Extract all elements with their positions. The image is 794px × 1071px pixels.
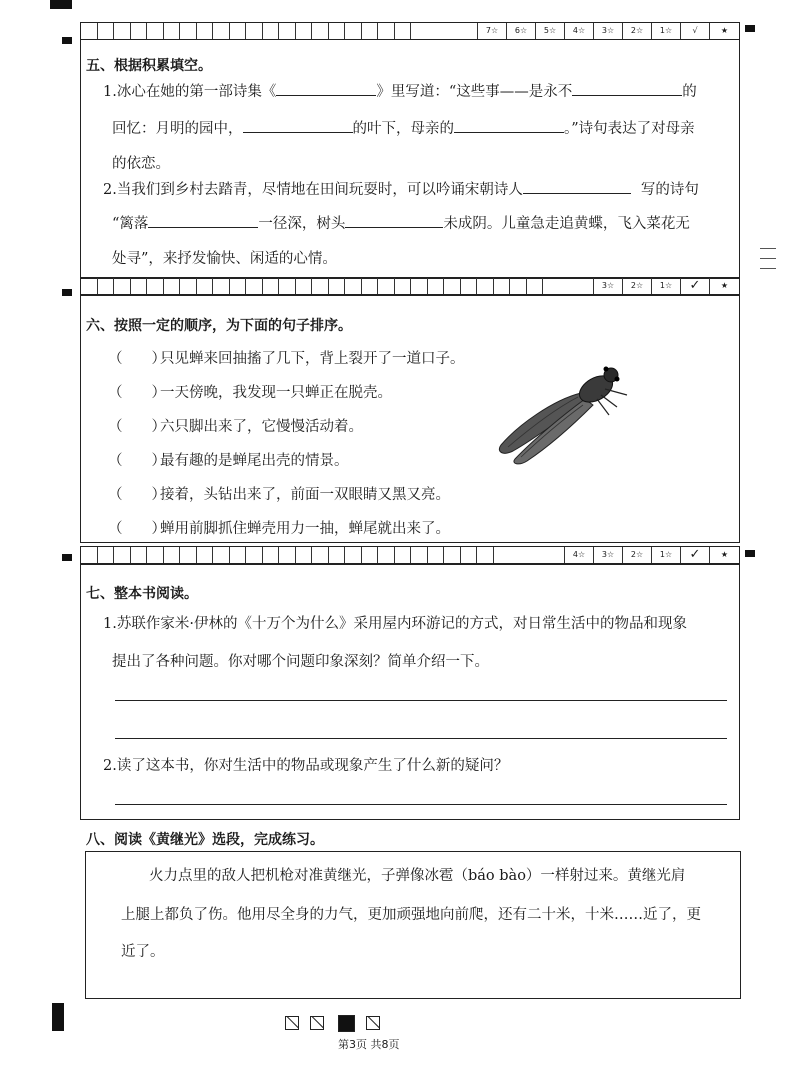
answer-line-q2[interactable] <box>115 804 727 805</box>
order-paren-2[interactable]: （ ） <box>108 385 166 401</box>
corner-mark-top <box>50 0 72 9</box>
score-cell[interactable]: 4☆ <box>565 547 594 563</box>
section-5-q1-line1 <box>103 80 697 101</box>
section-5-q2-line3: 处寻”，来抒发愉快、闲适的心情。 <box>112 251 337 267</box>
answer-blank-leaves[interactable] <box>243 118 353 133</box>
section-5-q1-line3: 的依恋。 <box>112 156 170 172</box>
score-cell[interactable]: 2☆ <box>623 278 652 294</box>
page-indicator-box <box>285 1016 299 1030</box>
score-cell[interactable]: 3☆ <box>594 547 623 563</box>
page-indicator-box <box>366 1016 380 1030</box>
alignment-mark-right-1 <box>745 25 755 32</box>
score-bar-section5 <box>80 22 740 40</box>
page-number: 第3页 共8页 <box>338 1038 400 1051</box>
alignment-mark-left-2 <box>62 289 72 296</box>
answer-blank-fence[interactable] <box>148 213 258 228</box>
score-cell-star[interactable]: ★ <box>720 26 729 35</box>
margin-tick <box>760 258 776 259</box>
sentence-4: 最有趣的是蝉尾出壳的情景。 <box>160 453 349 469</box>
text-fragment: 2.当我们到乡村去踏青，尽情地在田间玩耍时，可以吟诵宋朝诗人 <box>103 182 523 198</box>
score-cell[interactable]: 6☆ <box>507 23 536 39</box>
text-fragment: 一径深，树头 <box>258 216 346 232</box>
passage-line-3: 近了。 <box>121 944 165 960</box>
order-paren-5[interactable]: （ ） <box>108 487 166 503</box>
section-6-title: 六、按照一定的顺序，为下面的句子排序。 <box>86 318 352 334</box>
answer-blank-treetop[interactable] <box>345 213 443 228</box>
sentence-3: 六只脚出来了，它慢慢活动着。 <box>160 419 363 435</box>
text-fragment: “篱落 <box>112 216 149 232</box>
answer-blank-mother[interactable] <box>454 118 564 133</box>
score-cell[interactable]: 3☆ <box>594 278 623 294</box>
order-paren-6[interactable]: （ ） <box>108 521 166 537</box>
section-7-q1-line1: 1.苏联作家米·伊林的《十万个为什么》采用屋内环游记的方式，对日常生活中的物品和现象 <box>103 616 687 632</box>
section-8-title: 八、阅读《黄继光》选段，完成练习。 <box>86 832 324 848</box>
alignment-mark-right-3 <box>745 550 755 557</box>
score-bar-section6 <box>80 277 740 295</box>
score-cell[interactable]: 1☆ <box>652 547 681 563</box>
answer-line-q1-b[interactable] <box>115 738 727 739</box>
margin-tick <box>760 268 776 269</box>
text-fragment: 。”诗句表达了对母亲 <box>564 121 695 137</box>
text-fragment: 》里写道：“这些事——是永不 <box>376 84 573 100</box>
order-paren-1[interactable]: （ ） <box>108 351 166 367</box>
answer-blank-poet[interactable] <box>523 179 631 194</box>
alignment-mark-bottom-left <box>52 1003 64 1031</box>
section-7-q2: 2.读了这本书，你对生活中的物品或现象产生了什么新的疑问？ <box>103 758 509 774</box>
answer-blank-forever[interactable] <box>572 81 682 96</box>
score-cell-star[interactable]: ★ <box>720 550 729 559</box>
section-5-box <box>80 39 740 279</box>
section-7-q1-line2: 提出了各种问题。你对哪个问题印象深刻？简单介绍一下。 <box>112 654 489 670</box>
text-fragment: 1.冰心在她的第一部诗集《 <box>103 84 277 100</box>
score-cell-check[interactable]: ✓ <box>681 547 710 563</box>
order-paren-4[interactable]: （ ） <box>108 453 166 469</box>
text-fragment: 的叶下，母亲的 <box>352 121 454 137</box>
score-cell-star[interactable]: ★ <box>720 281 729 290</box>
section-7-title: 七、整本书阅读。 <box>86 586 198 602</box>
page-indicator-box <box>310 1016 324 1030</box>
passage-line-1: 火力点里的敌人把机枪对准黄继光，子弹像冰雹（báo bào）一样射过来。黄继光肩 <box>149 868 686 884</box>
text-fragment: 回忆：月明的园中， <box>112 121 243 137</box>
section-5-q2-line1 <box>103 178 699 199</box>
text-fragment: 的 <box>682 84 697 100</box>
sentence-5: 接着，头钻出来了，前面一双眼睛又黑又亮。 <box>160 487 450 503</box>
score-cell[interactable]: 1☆ <box>652 23 681 39</box>
text-fragment: 未成阴。儿童急走追黄蝶，飞入菜花无 <box>443 216 690 232</box>
score-cell[interactable]: 5☆ <box>536 23 565 39</box>
alignment-mark-left-3 <box>62 554 72 561</box>
cicada-illustration <box>493 355 633 467</box>
score-cell-check[interactable]: √ <box>681 23 710 39</box>
score-cell[interactable]: 2☆ <box>623 23 652 39</box>
order-paren-3[interactable]: （ ） <box>108 419 166 435</box>
answer-blank-poetry-book[interactable] <box>276 81 376 96</box>
section-5-q2-line2 <box>112 212 690 233</box>
margin-tick <box>760 248 776 249</box>
score-cell[interactable]: 7☆ <box>478 23 507 39</box>
sentence-6: 蝉用前脚抓住蝉壳用力一抽，蝉尾就出来了。 <box>160 521 450 537</box>
sentence-2: 一天傍晚，我发现一只蝉正在脱壳。 <box>160 385 392 401</box>
score-cell[interactable]: 4☆ <box>565 23 594 39</box>
section-5-q1-line2 <box>112 117 695 138</box>
text-fragment: 写的诗句 <box>640 182 699 198</box>
sentence-1: 只见蝉来回抽搐了几下，背上裂开了一道口子。 <box>160 351 465 367</box>
score-cell-check[interactable]: ✓ <box>681 278 710 294</box>
alignment-mark-left-1 <box>62 37 72 44</box>
answer-line-q1-a[interactable] <box>115 700 727 701</box>
section-5-title: 五、根据积累填空。 <box>86 58 212 74</box>
score-cell[interactable]: 1☆ <box>652 278 681 294</box>
score-bar-section7 <box>80 546 740 564</box>
passage-line-2: 上腿上都负了伤。他用尽全身的力气，更加顽强地向前爬，还有二十米，十米……近了，更 <box>121 907 701 923</box>
score-cell[interactable]: 2☆ <box>623 547 652 563</box>
score-cell[interactable]: 3☆ <box>594 23 623 39</box>
page-indicator-box-filled <box>338 1015 355 1032</box>
